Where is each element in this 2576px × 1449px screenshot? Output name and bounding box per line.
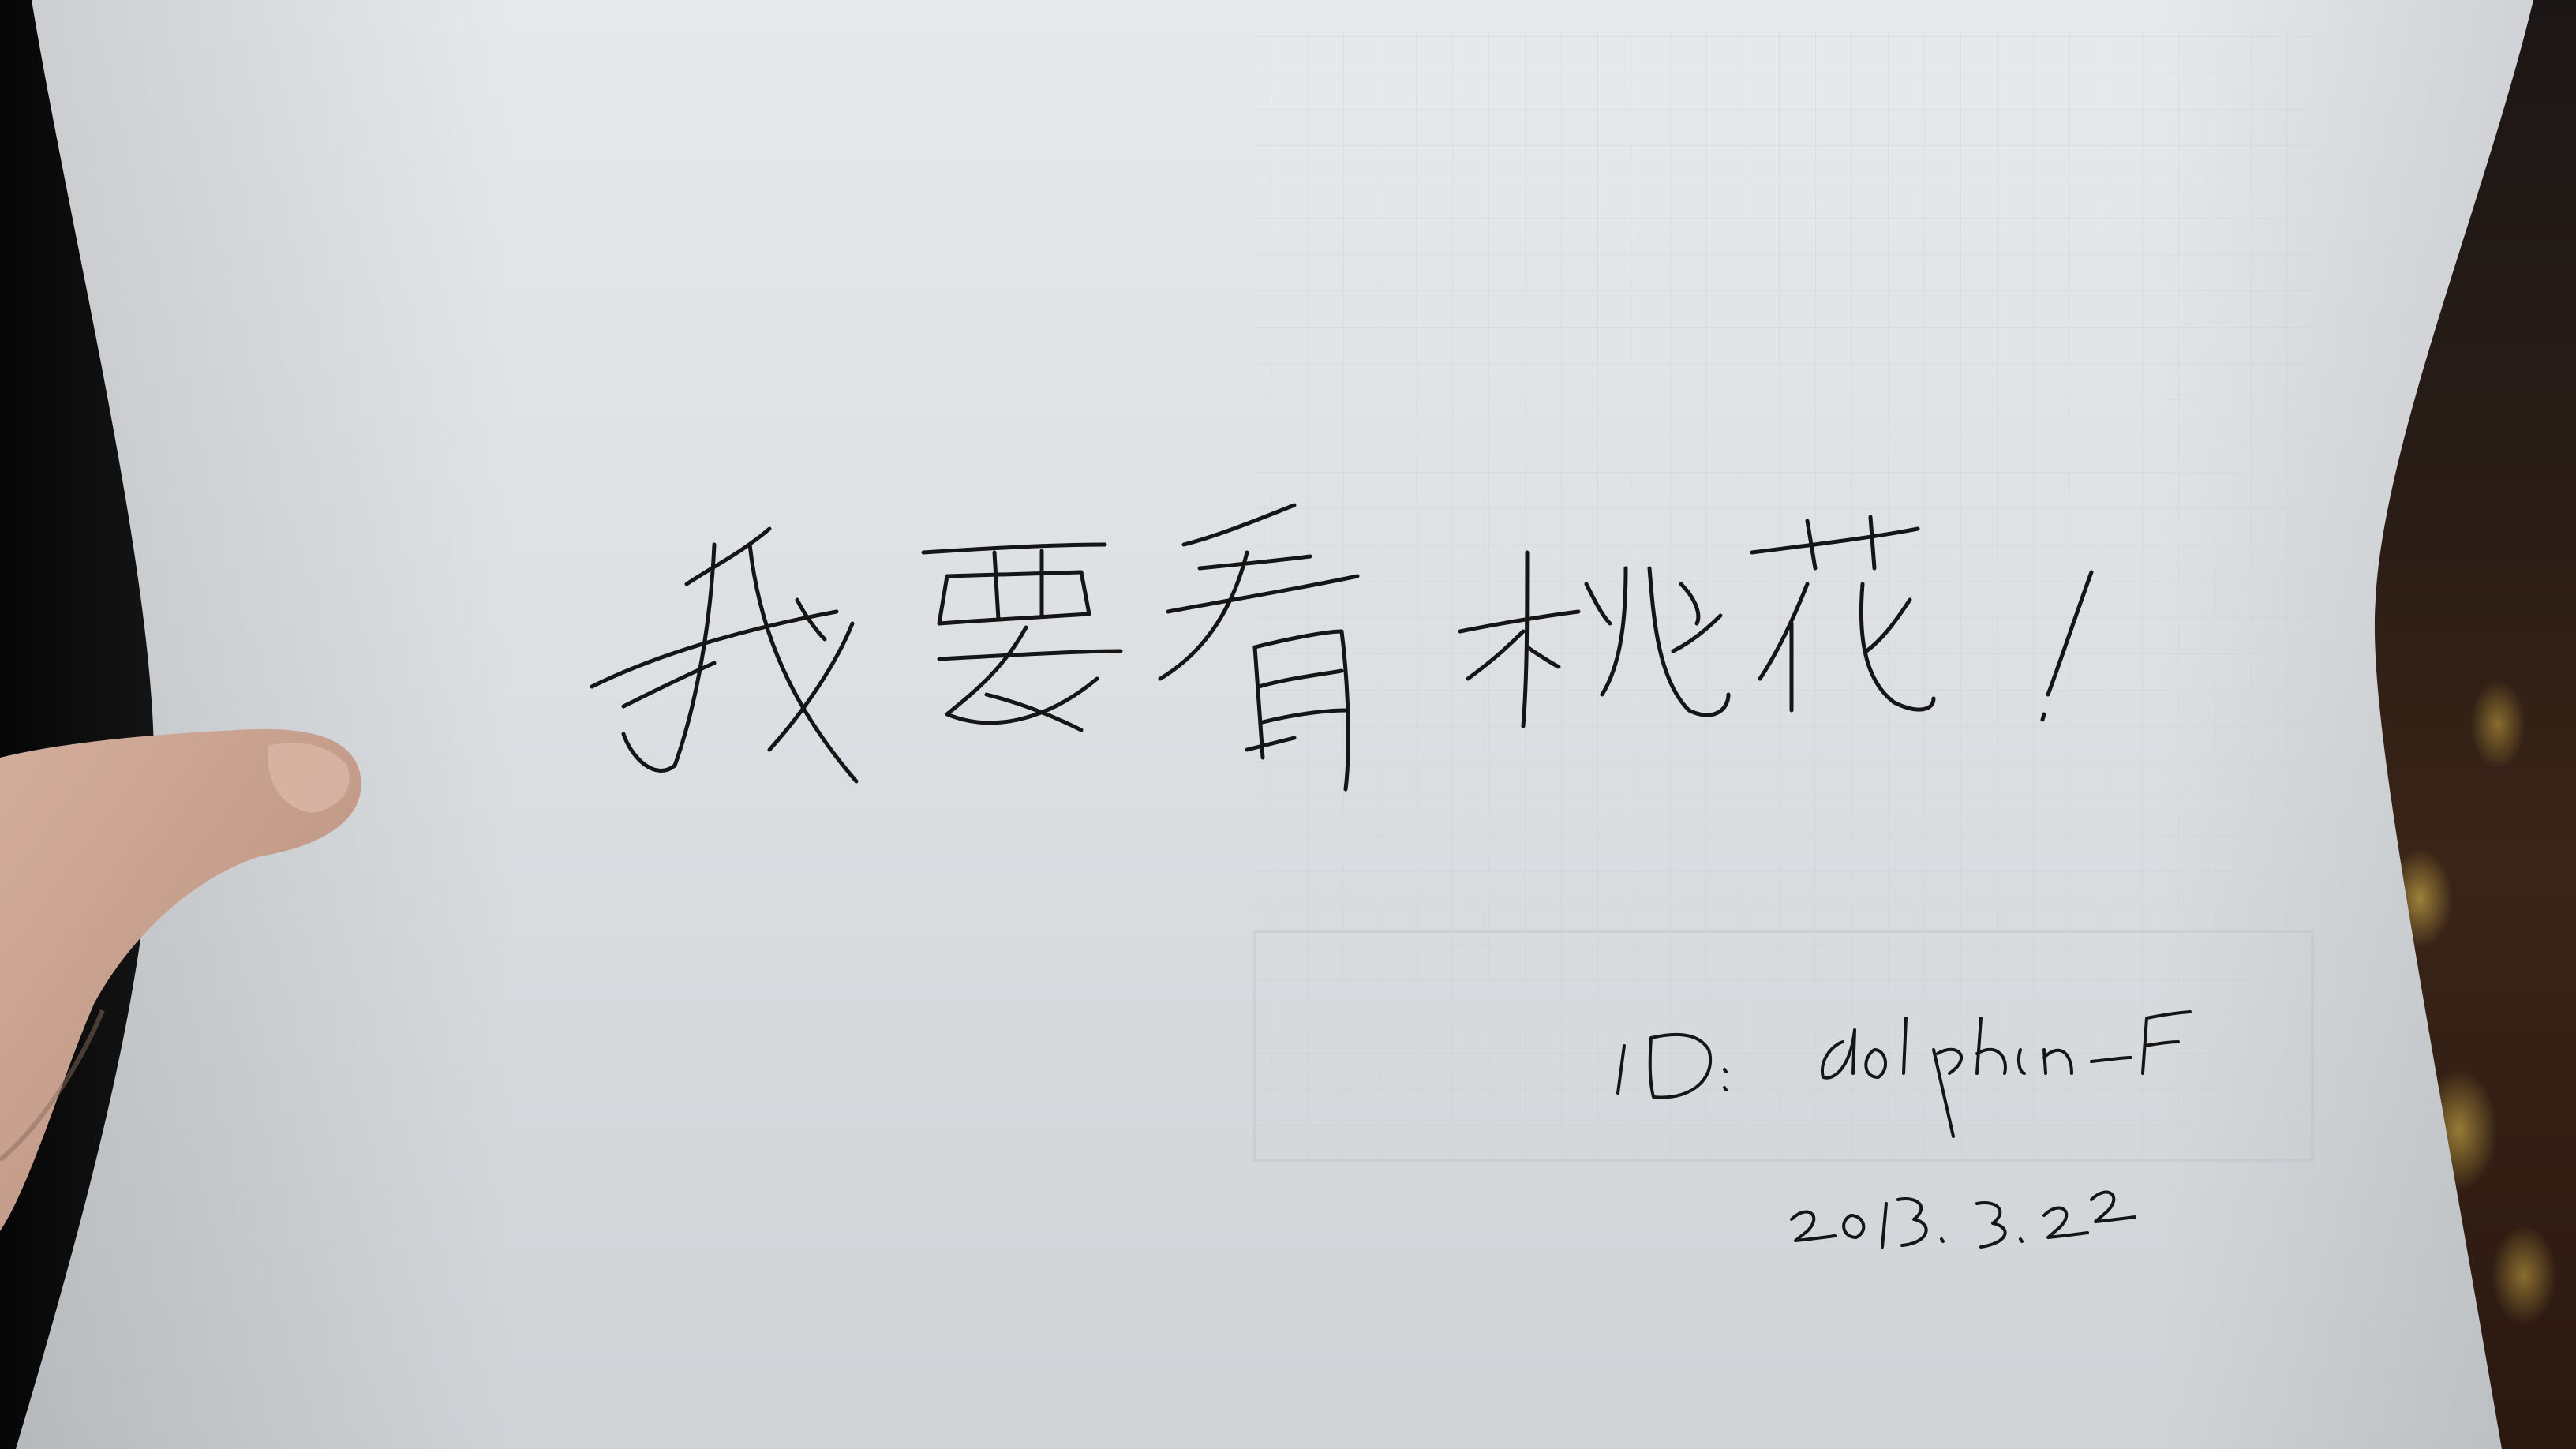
show-through-grid [1255, 32, 2312, 1160]
